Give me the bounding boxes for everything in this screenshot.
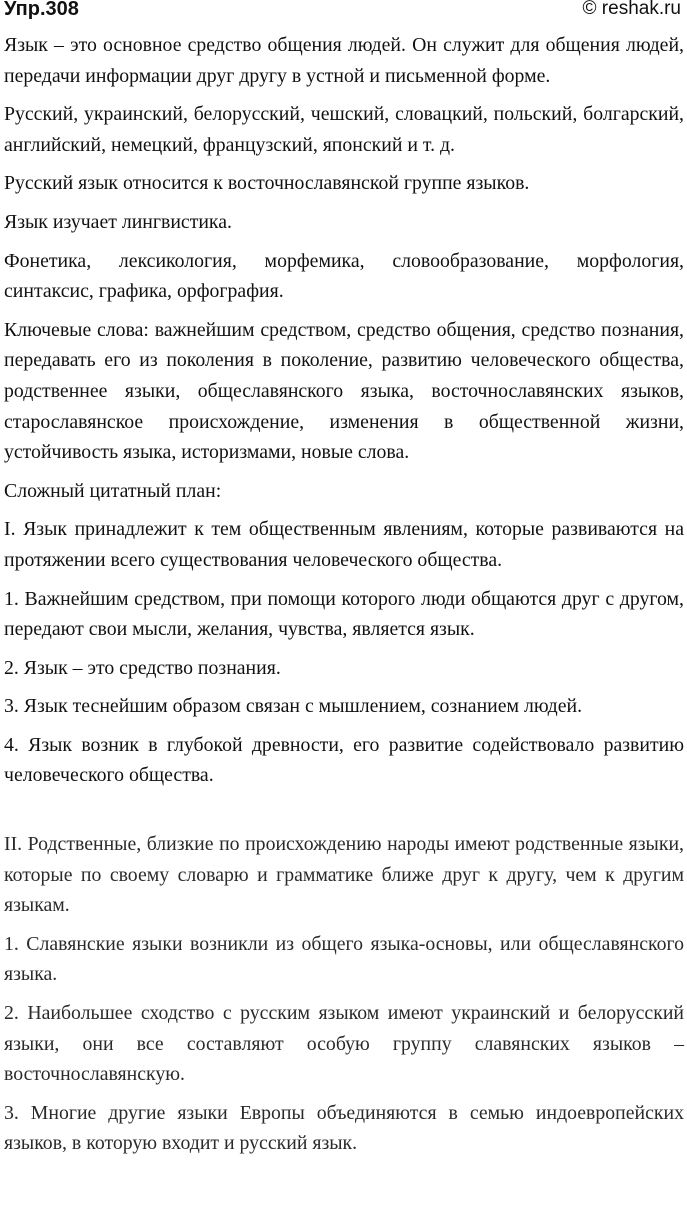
plan-item-I: I. Язык принадлежит к тем общественным явлениям, которые развиваются на протяжении всего существования человеческого общества.	[4, 518, 684, 571]
plan-item-II-1: 1. Славянские языки возникли из общего языка-основы, или общеславянского языка.	[4, 932, 684, 986]
header	[4, 0, 683, 24]
paragraph-definition: Язык – это основное средство общения людей. Он служит для общения людей, передачи информации друг другу в устной и письменной форме.	[4, 34, 684, 87]
plan-heading: Сложный цитатный план:	[4, 479, 222, 502]
plan-item-I-4: 4. Язык возник в глубокой древности, его развитие содействовало развитию человеческого общества.	[4, 733, 684, 787]
paragraph-keywords: Ключевые слова: важнейшим средством, средство общения, средство познания, передавать его из поколения в поколение, развитию человеческого общества, родственнее языки, общеславянского языка, восточнославянских языков, старославянское происхождение, изменения в общественной жизни, устойчивость языка, историзмами, новые слова.	[4, 318, 684, 464]
site-credit: © reshak.ru	[582, 0, 681, 19]
paragraph-sections: Фонетика, лексикология, морфемика, словообразование, морфология, синтаксис, графика, орфография.	[4, 249, 684, 303]
answer-text	[4, 30, 684, 1167]
paragraph-linguistics: Язык изучает лингвистика.	[4, 210, 232, 233]
plan-item-I-1: 1. Важнейшим средством, при помощи которого люди общаются друг с другом, передают свои мысли, желания, чувства, является язык.	[4, 587, 684, 641]
paragraph-group: Русский язык относится к восточнославянской группе языков.	[4, 172, 530, 195]
plan-item-II-2: 2. Наибольшее сходство с русским языком имеют украинский и белорусский языки, они все составляют особую группу славянских языков – восточнославянскую.	[4, 1002, 684, 1086]
plan-item-II-3: 3. Многие другие языки Европы объединяются в семью индоевропейских языков, в которую входит и русский язык.	[4, 1101, 684, 1155]
plan-item-I-2: 2. Язык – это средство познания.	[4, 656, 281, 679]
paragraph-languages: Русский, украинский, белорусский, чешский, словацкий, польский, болгарский, английский, немецкий, французский, японский и т. д.	[4, 103, 684, 156]
plan-item-II: II. Родственные, близкие по происхождению народы имеют родственные языки, которые по своему словарю и грамматике ближе друг к другу, чем к другим языкам.	[4, 833, 684, 917]
exercise-title: Упр.308	[4, 0, 79, 20]
plan-item-I-3: 3. Язык теснейшим образом связан с мышлением, сознанием людей.	[4, 695, 583, 718]
